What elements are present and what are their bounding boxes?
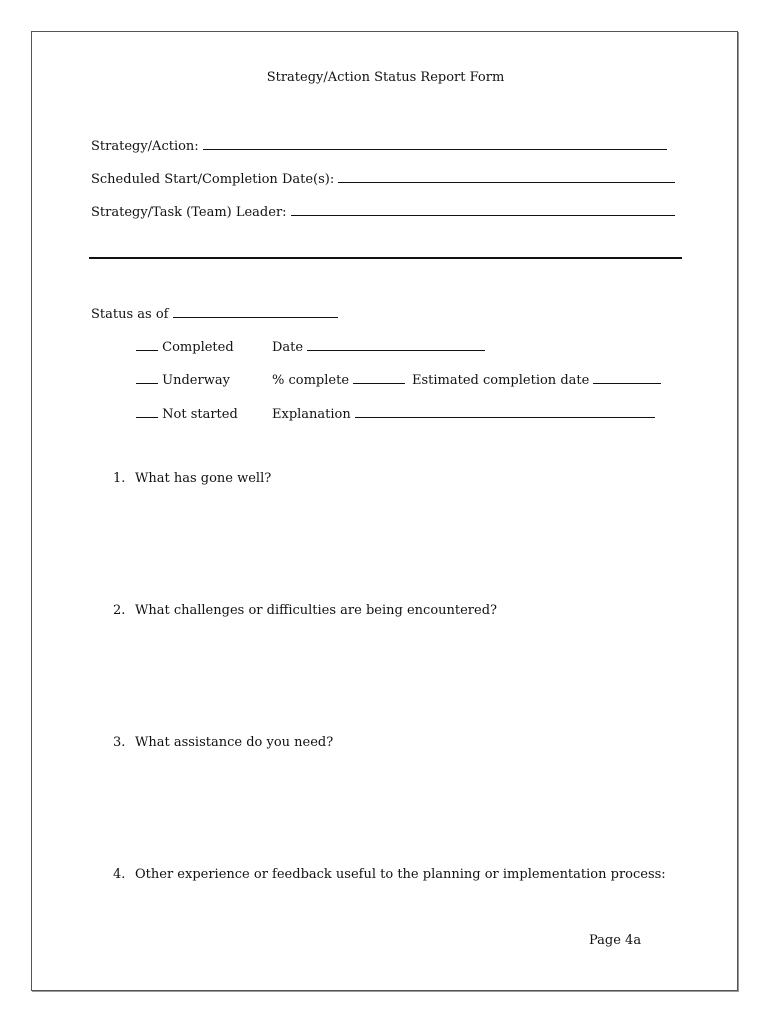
page-number: Page 4a — [589, 933, 642, 948]
question-1 — [113, 471, 271, 487]
not-started-option — [136, 405, 238, 423]
question-text: What has gone well? — [135, 471, 272, 486]
completed-label: Completed — [162, 340, 234, 355]
question-2 — [113, 603, 497, 619]
strategy-action-row — [91, 137, 667, 155]
scheduled-dates-label: Scheduled Start/Completion Date(s): — [91, 172, 335, 187]
date-row — [272, 338, 485, 356]
explanation-label: Explanation — [272, 407, 351, 422]
question-number: 2. — [113, 603, 126, 618]
scheduled-dates-row — [91, 170, 675, 188]
question-text: What challenges or difficulties are being encountered? — [135, 603, 498, 618]
form-title: Strategy/Action Status Report Form — [266, 70, 505, 85]
section-divider — [89, 257, 682, 259]
date-field[interactable] — [307, 338, 485, 351]
completed-checkbox[interactable] — [136, 338, 158, 351]
status-as-of-field[interactable] — [173, 305, 338, 318]
leader-field[interactable] — [291, 203, 675, 216]
question-text: Other experience or feedback useful to the planning or implementation process: — [135, 867, 666, 882]
question-number: 4. — [113, 867, 126, 882]
question-number: 1. — [113, 471, 126, 486]
explanation-row — [272, 405, 655, 423]
question-3 — [113, 735, 333, 751]
not-started-label: Not started — [162, 407, 238, 422]
percent-complete-label: % complete — [272, 373, 350, 388]
date-label: Date — [272, 340, 304, 355]
percent-complete-row — [272, 371, 405, 389]
status-as-of-label: Status as of — [91, 307, 169, 322]
underway-checkbox[interactable] — [136, 371, 158, 384]
completed-option — [136, 338, 234, 356]
estimated-completion-field[interactable] — [593, 371, 661, 384]
estimated-completion-row — [412, 371, 661, 389]
explanation-field[interactable] — [355, 405, 655, 418]
question-4 — [113, 867, 666, 883]
strategy-action-field[interactable] — [203, 137, 667, 150]
percent-complete-field[interactable] — [353, 371, 405, 384]
status-as-of-row — [91, 305, 338, 323]
leader-row — [91, 203, 675, 221]
not-started-checkbox[interactable] — [136, 405, 158, 418]
underway-option — [136, 371, 230, 389]
question-number: 3. — [113, 735, 126, 750]
question-text: What assistance do you need? — [135, 735, 334, 750]
estimated-completion-label: Estimated completion date — [412, 373, 590, 388]
strategy-action-label: Strategy/Action: — [91, 139, 199, 154]
form-page — [31, 31, 738, 991]
leader-label: Strategy/Task (Team) Leader: — [91, 205, 287, 220]
underway-label: Underway — [162, 373, 230, 388]
scheduled-dates-field[interactable] — [338, 170, 675, 183]
